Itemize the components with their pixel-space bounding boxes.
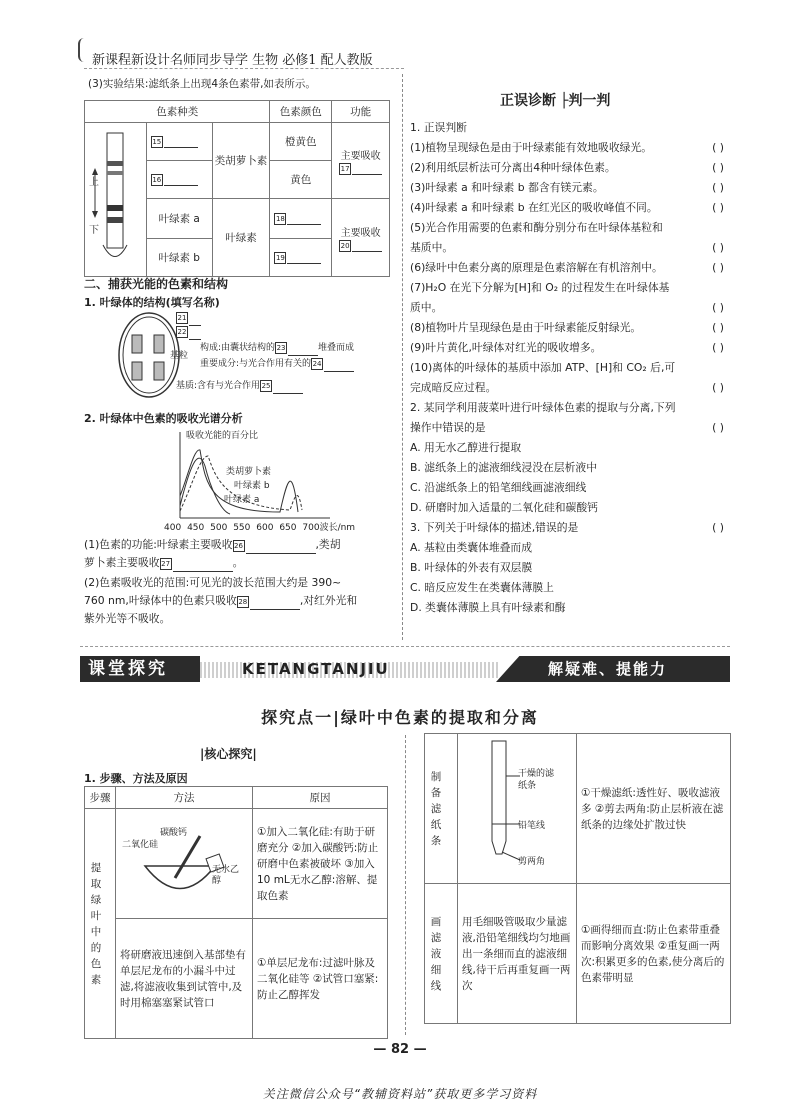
step-draw-line: 画滤液细线 <box>425 884 458 1024</box>
carotenoid-group: 类胡萝卜素 <box>212 123 270 199</box>
tf-item-5: (5)光合作用需要的色素和酶分别分布在叶绿体基粒和 <box>410 221 663 234</box>
reason-extract: ①加入二氧化硅:有助于研磨充分 ②加入碳酸钙:防止研磨中色素被破坏 ③加入10 mL无水乙醇:溶解、提取色素 <box>253 809 388 919</box>
th-function: 功能 <box>332 101 390 123</box>
th-pigment-color: 色素颜色 <box>270 101 332 123</box>
label-ethanol: 无水乙醇 <box>212 865 240 886</box>
item1-title: 1. 叶绿体的结构(填写名称) <box>84 296 220 309</box>
result-line: (3)实验结果:滤纸条上出现4条色素带,如表所示。 <box>88 78 316 90</box>
tf-item-7: (7)H₂O 在光下分解为[H]和 O₂ 的过程发生在叶绿体基 <box>410 281 670 294</box>
core-title: |核心探究| <box>200 747 257 761</box>
tf-item-6[interactable]: (6)绿叶中色素分离的原理是色素溶解在有机溶剂中。 ( ) <box>410 261 724 274</box>
header-divider <box>84 68 404 69</box>
column-divider-bottom <box>405 735 406 1035</box>
reason-filter: ①单层尼龙布:过滤叶脉及二氧化硅等 ②试管口塞紧:防止乙醇挥发 <box>253 919 388 1039</box>
q3-opt-b[interactable]: B. 叶绿体的外表有双层膜 <box>410 561 533 574</box>
q2-opt-a[interactable]: A. 用无水乙醇进行提取 <box>410 441 522 454</box>
color-orange: 橙黄色 <box>270 123 332 161</box>
th-reason: 原因 <box>253 787 388 809</box>
tf-item-9[interactable]: (9)叶片黄化,叶绿体对红光的吸收增多。 ( ) <box>410 341 724 354</box>
stroma-label[interactable]: 基质:含有与光合作用 25 <box>176 378 303 394</box>
band-mid-text: KETANGTANJIU <box>242 660 390 678</box>
spectrum-ylabel: 吸收光能的百分比 <box>186 431 259 441</box>
footnote: 关注微信公众号“教辅资料站”获取更多学习资料 <box>262 1087 538 1101</box>
tf-item-1[interactable]: (1)植物呈现绿色是由于叶绿素能有效地吸收绿光。 ( ) <box>410 141 724 154</box>
grana-composition[interactable]: 构成:由囊状结构的 23 堆叠而成 <box>200 340 354 356</box>
q2-opt-b[interactable]: B. 滤纸条上的滤液细线浸没在层析液中 <box>410 461 598 474</box>
item2-title: 2. 叶绿体中色素的吸收光谱分析 <box>84 412 243 425</box>
th-pigment-type: 色素种类 <box>85 101 270 123</box>
func-carotenoid[interactable]: 主要吸收 17 <box>332 123 390 199</box>
label-bottom: 下 <box>89 225 99 236</box>
page-number: — 82 — <box>373 1042 427 1057</box>
blank-15[interactable]: 15 <box>146 123 212 161</box>
grana-component[interactable]: 重要成分:与光合作用有关的 24 <box>200 356 354 372</box>
para1[interactable]: (1)色素的功能:叶绿素主要吸收 26 ,类胡 萝卜素主要吸收 27 。 <box>84 536 341 572</box>
true-false-section <box>410 118 730 618</box>
tf-item-3[interactable]: (3)叶绿素 a 和叶绿素 b 都含有镁元素。 ( ) <box>410 181 724 194</box>
q2-opt-c[interactable]: C. 沿滤纸条上的铅笔细线画滤液细线 <box>410 481 587 494</box>
chloroplast-figure <box>114 310 404 400</box>
chlorophyll-group: 叶绿素 <box>212 199 270 277</box>
pigment-table <box>84 100 390 277</box>
band-left: 课堂探究 <box>80 656 200 682</box>
tf-item-10-tail[interactable]: 完成暗反应过程。 ( ) <box>410 381 724 394</box>
label-pencil-line: 铅笔线 <box>518 821 546 831</box>
q3-opt-c[interactable]: C. 暗反应发生在类囊体薄膜上 <box>410 581 554 594</box>
section2-title: 二、捕获光能的色素和结构 <box>84 277 229 291</box>
func-chlorophyll[interactable]: 主要吸收 20 <box>332 199 390 277</box>
paper-strip-figure <box>85 123 147 277</box>
q2-line2[interactable]: 操作中错误的是 ( ) <box>410 421 724 434</box>
page-header: 新课程新设计名师同步导学 生物 必修1 配人教版 <box>92 53 373 68</box>
label-21[interactable]: 21 <box>176 310 201 326</box>
grana-label: 基粒 <box>170 351 189 361</box>
tf-item-10: (10)离体的叶绿体的基质中添加 ATP、[H]和 CO₂ 后,可 <box>410 361 676 374</box>
para2[interactable]: (2)色素吸收光的范围:可见光的波长范围大约是 390~ 760 nm,叶绿体中的色素只吸收 28 ,对红外光和 紫外光等不吸收。 <box>84 576 358 625</box>
column-divider <box>402 74 403 640</box>
blank-19[interactable]: 19 <box>270 239 332 277</box>
steps-title: 1. 步骤、方法及原因 <box>84 772 188 785</box>
q3-opt-d[interactable]: D. 类囊体薄膜上具有叶绿素和酶 <box>410 601 566 614</box>
section-divider <box>80 646 730 647</box>
steps-table-2 <box>424 733 731 1024</box>
label-dry-paper: 干燥的滤纸条 <box>518 769 555 791</box>
paper-figure <box>458 734 577 884</box>
color-yellow: 黄色 <box>270 161 332 199</box>
tf-item-5-tail[interactable]: 基质中。 ( ) <box>410 241 724 254</box>
q2-line1: 2. 某同学利用菠菜叶进行叶绿体色素的提取与分离,下列 <box>410 401 676 414</box>
chlorophyll-a: 叶绿素 a <box>146 199 212 239</box>
step-extract: 提取绿叶中的色素 <box>85 809 116 1039</box>
label-cut-corners: 剪两角 <box>518 857 546 867</box>
q2-opt-d[interactable]: D. 研磨时加入适量的二氧化硅和碳酸钙 <box>410 501 598 514</box>
header-mark <box>78 38 84 62</box>
spectrum-chart <box>150 426 356 533</box>
check-title: 正误诊断 ├判一判 <box>500 93 611 109</box>
tf-item-2[interactable]: (2)利用纸层析法可分离出4种叶绿体色素。 ( ) <box>410 161 724 174</box>
tf-item-8[interactable]: (8)植物叶片呈现绿色是由于叶绿素能反射绿光。 ( ) <box>410 321 724 334</box>
chlorophyll-b: 叶绿素 b <box>146 239 212 277</box>
grinding-figure <box>116 809 253 919</box>
legend-chl-b: 叶绿素 b <box>234 481 270 491</box>
legend-carotenoid: 类胡萝卜素 <box>226 467 272 477</box>
section-title: 探究点一|绿叶中色素的提取和分离 <box>261 708 539 727</box>
spectrum-ticks: 400 450 500 550 600 650 700波长/nm <box>164 523 356 533</box>
q3-opt-a[interactable]: A. 基粒由类囊体堆叠而成 <box>410 541 533 554</box>
label-22[interactable]: 22 <box>176 324 201 340</box>
label-top: 上 <box>89 177 99 188</box>
band-right-text: 解疑难、提能力 <box>548 660 668 678</box>
method-draw-line: 用毛细吸管吸取少量滤液,沿铅笔细线均匀地画出一条细而直的滤液细线,待干后再重复画一两次 <box>458 884 577 1024</box>
legend-chl-a: 叶绿素 a <box>224 495 260 505</box>
blank-18[interactable]: 18 <box>270 199 332 239</box>
method-filter: 将研磨液迅速倒入基部垫有单层尼龙布的小漏斗中过滤,将滤液收集到试管中,及时用棉塞塞紧试管口 <box>116 919 253 1039</box>
step-paper: 制备滤纸条 <box>425 734 458 884</box>
th-method: 方法 <box>116 787 253 809</box>
tf-item-7-tail[interactable]: 质中。 ( ) <box>410 301 724 314</box>
th-step: 步骤 <box>85 787 116 809</box>
paper-strip-icon <box>85 123 145 273</box>
tf-item-4[interactable]: (4)叶绿素 a 和叶绿素 b 在红光区的吸收峰值不同。 ( ) <box>410 201 724 214</box>
steps-table <box>84 786 388 1039</box>
q1-title: 1. 正误判断 <box>410 121 467 134</box>
q3-line[interactable]: 3. 下列关于叶绿体的描述,错误的是 ( ) <box>410 521 724 534</box>
reason-draw-line: ①画得细而直:防止色素带重叠而影响分离效果 ②重复画一两次:积累更多的色素,使分离后的色素带明显 <box>577 884 731 1024</box>
blank-16[interactable]: 16 <box>146 161 212 199</box>
label-carbonate: 碳酸钙 <box>160 828 188 838</box>
reason-paper: ①干燥滤纸:透性好、吸收滤液多 ②剪去两角:防止层析液在滤纸条的边缘处扩散过快 <box>577 734 731 884</box>
filter-paper-icon <box>462 736 572 876</box>
label-silica: 二氧化硅 <box>122 840 159 850</box>
